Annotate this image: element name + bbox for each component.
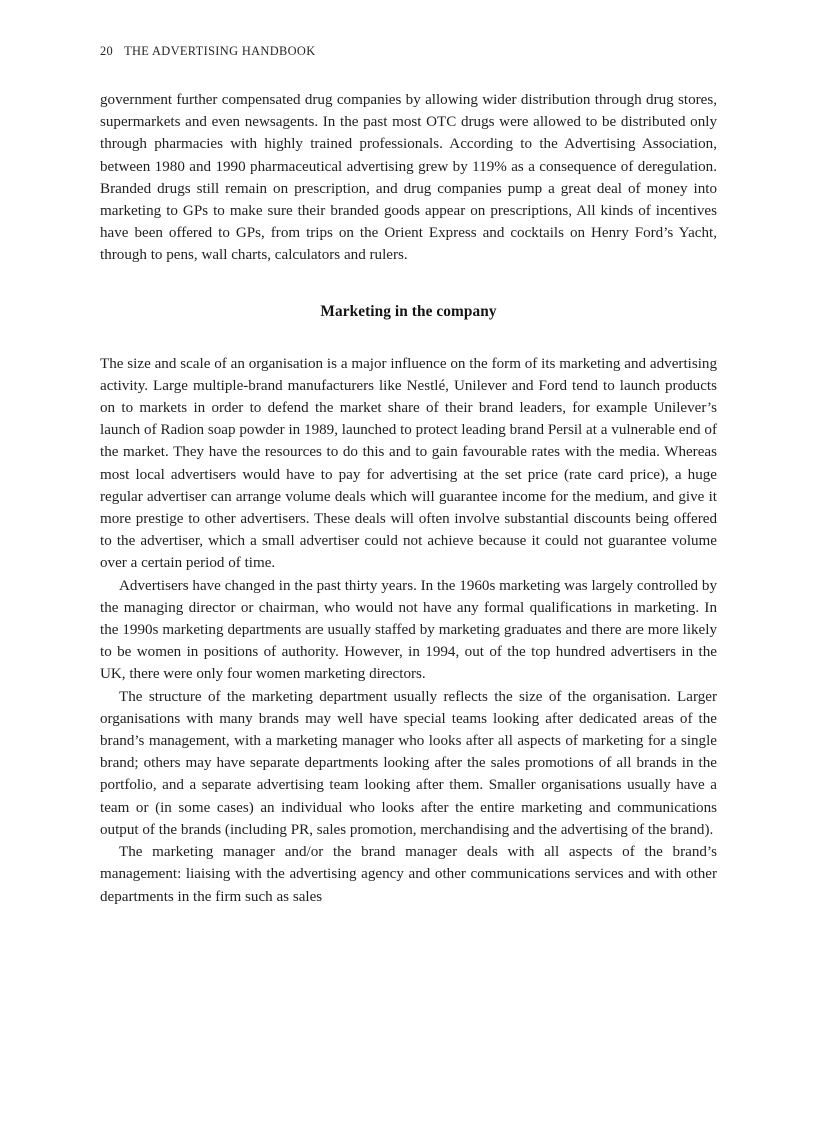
paragraph-organisation-size: The size and scale of an organisation is a major influence on the form of its marketing and advertising activity. Large multiple-brand manufacturers like Nestlé, Unilever and Ford tend to launch products on to markets in order to defend the market share of their brand leaders, for example Unilever’s launch of Radion soap powder in 1989, launched to protect leading brand Persil at a vulnerable end of the market. They have the resources to do this and to gain favourable rates with the media. Whereas most local advertisers would have to pay for advertising at the set price (rate card price), a huge regular advertiser can arrange volume deals which will guarantee income for the medium, and give it more prestige to other advertisers. These deals will often involve substantial discounts being offered to the advertiser, which a small advertiser could not achieve because it could not guarantee volume over a certain period of time. [100, 355, 717, 572]
body-copy [100, 89, 717, 908]
section-heading: Marketing in the company [320, 302, 497, 320]
heading-space-below [100, 323, 717, 353]
paragraph-marketing-manager: The marketing manager and/or the brand manager deals with all aspects of the brand’s management: liaising with the advertising agency and other communications services and with other departments in the firm such as sales [100, 844, 717, 905]
paragraph-continued-opening: government further compensated drug companies by allowing wider distribution through drug stores, supermarkets and even newsagents. In the past most OTC drugs were allowed to be distributed only through pharmacies with highly trained professionals. According to the Advertising Association, between 1980 and 1990 pharmaceutical advertising grew by 119% as a consequence of deregulation. Branded drugs still remain on prescription, and drug companies pump a great deal of money into marketing to GPs to make sure their branded goods appear on prescriptions, All kinds of incentives have been offered to GPs, from trips on the Orient Express and cocktails on Henry Ford’s Yacht, through to pens, wall charts, calculators and rulers. [100, 92, 717, 264]
page-content-column [100, 0, 717, 908]
heading-space-above [100, 267, 717, 301]
paragraph-department-structure: The structure of the marketing department usually reflects the size of the organisation. Larger organisations with many brands may well have special teams looking after dedicated areas of the brand’s management, with a marketing manager who looks after all aspects of marketing for a single brand; others may have separate departments looking after the sales promotions of all brands in the portfolio, and a separate advertising team looking after them. Smaller organisations usually have a team or (in some cases) an individual who looks after the entire marketing and communications output of the brands (including PR, sales promotion, merchandising and the advertising of the brand). [100, 688, 717, 838]
running-header [100, 44, 717, 62]
book-title: THE ADVERTISING HANDBOOK [124, 44, 316, 58]
paragraph-advertisers-changed: Advertisers have changed in the past thirty years. In the 1960s marketing was largely controlled by the managing director or chairman, who would not have any formal qualifications in marketing. In the 1990s marketing departments are usually staffed by marketing graduates and there are more likely to be women in positions of authority. However, in 1994, out of the top hundred advertisers in the UK, there were only four women marketing directors. [100, 577, 717, 683]
page-number: 20 [100, 44, 114, 58]
